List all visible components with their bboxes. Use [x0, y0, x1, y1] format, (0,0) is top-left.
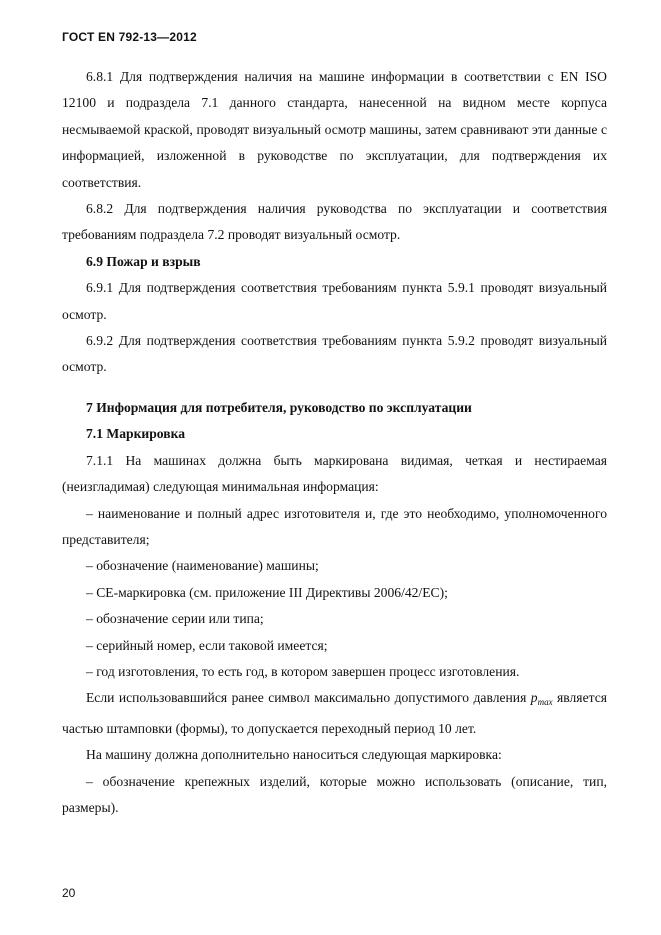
- heading-6-9: 6.9 Пожар и взрыв: [86, 253, 201, 269]
- list-item-year: – год изготовления, то есть год, в котором завершен процесс изготовления.: [86, 663, 520, 679]
- pmax-letter: p: [530, 690, 538, 706]
- heading-7: 7 Информация для потребителя, руководство по эксплуатации: [86, 399, 472, 415]
- paragraph-7-1-1: 7.1.1 На машинах должна быть маркирована видимая, четкая и нестираемая (неизгладимая) следующая минимальная информация:: [62, 452, 607, 495]
- list-item-series-type: – обозначение серии или типа;: [86, 611, 264, 627]
- list-item-machine-designation: – обозначение (наименование) машины;: [86, 558, 319, 574]
- paragraph-additional-marking: На машину должна дополнительно наноситься следующая маркировка:: [86, 747, 502, 763]
- paragraph-fasteners: – обозначение крепежных изделий, которые можно использовать (описание, тип, размеры).: [62, 773, 607, 815]
- list-item-manufacturer: – наименование и полный адрес изготовителя и, где это необходимо, уполномоченного представителя;: [62, 505, 607, 547]
- paragraph-pmax: [62, 685, 607, 742]
- list-item-ce-marking: – CE-маркировка (см. приложение III Директивы 2006/42/EC);: [86, 584, 448, 600]
- pmax-subscript: max: [537, 697, 553, 708]
- paragraph-6-8-2: 6.8.2 Для подтверждения наличия руководства по эксплуатации и соответствия требованиям подраздела 7.2 проводят визуальный осмотр.: [62, 201, 607, 243]
- document-header: ГОСТ EN 792-13—2012: [62, 30, 197, 44]
- paragraph-6-9-2: 6.9.2 Для подтверждения соответствия требованиям пункта 5.9.2 проводят визуальный осмотр.: [62, 333, 607, 375]
- pmax-symbol: [530, 690, 553, 708]
- list-item-serial-number: – серийный номер, если таковой имеется;: [86, 637, 328, 653]
- pmax-text-before: Если использовавшийся ранее символ максимально допустимого давления: [86, 690, 531, 706]
- pmax-text-after: является частью штамповки (формы), то допускается переходный период 10 лет.: [62, 690, 607, 736]
- document-body: [62, 64, 607, 821]
- paragraph-6-9-1: 6.9.1 Для подтверждения соответствия требованиям пункта 5.9.1 проводят визуальный осмотр.: [62, 280, 607, 322]
- page-number: 20: [62, 886, 76, 900]
- section-gap: [62, 381, 607, 395]
- heading-7-1: 7.1 Маркировка: [86, 426, 186, 442]
- paragraph-6-8-1: 6.8.1 Для подтверждения наличия на машине информации в соответствии с EN ISO 12100 и подраздела 7.1 данного стандарта, нанесенной на видном месте корпуса несмываемой краской, проводят визуальный осмотр машины, затем сравнивают эти данные с информацией, изложенной в руководстве по эксплуатации, для подтверждения их соответствия.: [62, 69, 607, 190]
